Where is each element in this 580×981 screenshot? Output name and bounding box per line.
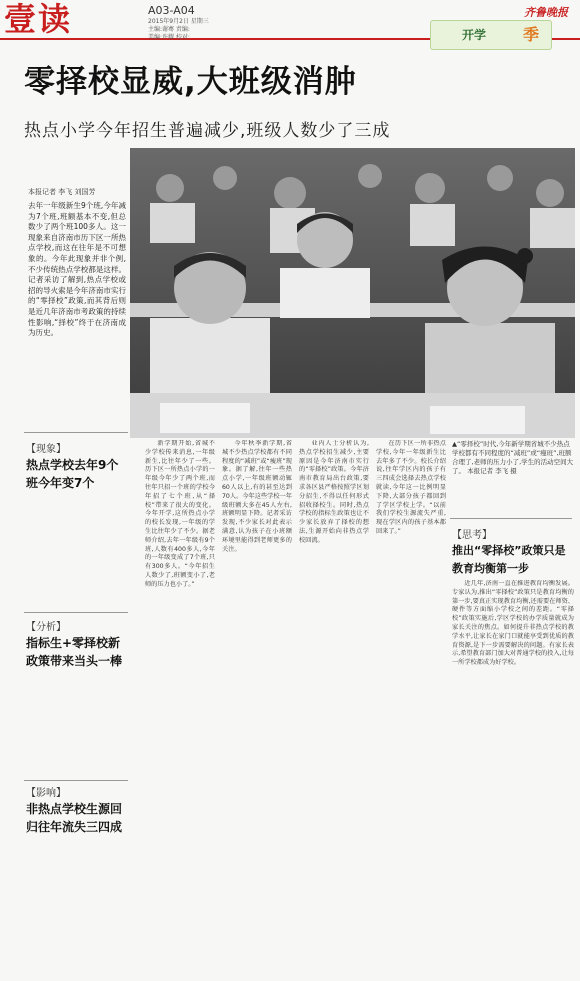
meta-line: 2015年9月2日 星期三	[148, 18, 209, 25]
body-paragraph: 业内人士分析认为,热点学校招生减少,主要原因是今年济南市实行的“零择校”政策。今年济南市教育局出台政策,要求各区县严格按照学区划分招生,不得以任何形式招收择校生。同时,热点学校的指标生政策也让不少家长放弃了择校的想法,生源开始向非热点学校回流。	[299, 440, 369, 544]
section-heading: 非热点学校生源回归往年流失三四成	[26, 802, 123, 834]
body-paragraph: 新学期开始,省城不少学校传来消息,一年级新生,比往年少了一些。历下区一所热点小学的一年级今年少了两个班,而往年只招一个班的学校今年招了七个班,从“择校”带来了很大的变化。今年开学,这所热点小学的校长发现,一年级的学生比往年少了不少。据老师介绍,去年一年级有9个班,人数有400多人,今年的一年级变成了7个班,只有300多人。“今年招生人数少了,班额变小了,老师的压力也小了。”	[145, 440, 215, 588]
body-column	[376, 440, 446, 960]
body-paragraph: 在历下区一所非热点学校,今年一年级新生比去年多了不少。校长介绍说,往年学区内的孩子有三四成会选择去热点学校就读,今年这一比例明显下降,大部分孩子都回到了学区学校上学。“以前我们学校生源流失严重,现在学区内的孩子基本都回来了。”	[376, 440, 446, 535]
body-column	[299, 440, 369, 960]
lead-paragraph: 去年一年级新生9个班,今年减为7个班,班额基本不变,但总数少了两个班100多人。这一现象来自济南市历下区一所热点学校,而这在往年是不可想象的。今年此现象并非个例,不少传统热点学校都是这样。记者采访了解到,热点学校或招的导火索是今年济南市实行的“零择校”政策,而其背后则是近几年济南市考政策的持续性影响,“择校”终于在济南成为历史。	[28, 201, 126, 338]
meta-line: 主编:谢骞 责编:	[148, 26, 190, 33]
divider	[450, 518, 572, 519]
body-paragraph: 今年秋季新学期,省城不少热点学校都有不同程度的“减班”或“瘦班”现象。据了解,往年一些热点小学,一年级班额动辄60人以上,有的甚至达到70人。今年这些学校一年级班额大多在45人左右,班额明显下降。记者采访发现,不少家长对此表示满意,认为孩子在小班额环境里能得到老师更多的关注。	[222, 440, 292, 553]
classroom-photo	[130, 148, 575, 438]
section-heading: 推出“零择校”政策只是教育均衡第一步	[452, 544, 566, 575]
byline: 本报记者 李飞 刘国芳	[28, 188, 96, 196]
season-char: 季	[523, 25, 540, 44]
body-column	[222, 440, 292, 960]
section-heading: 热点学校去年9个班今年变7个	[26, 458, 119, 490]
section-tag: 【影响】	[26, 788, 66, 799]
body-column	[145, 440, 215, 960]
divider	[24, 612, 128, 613]
subhead: 热点小学今年招生普遍减少,班级人数少了三成	[24, 121, 391, 141]
section-title: 壹读	[4, 0, 73, 38]
paper-logo: 齐鲁晚报	[524, 6, 568, 19]
divider	[24, 432, 128, 433]
body-paragraph: 近几年,济南一直在推进教育均衡发展。专家认为,推出“零择校”政策只是教育均衡的第一步,要真正实现教育均衡,还需要在师资、硬件等方面缩小学校之间的差距。“零择校”政策实施后,学区学校的办学质量就成为家长关注的焦点。如何提升非热点学校的教学水平,让家长在家门口就能享受到优质的教育资源,是下一步需要解决的问题。有家长表示,希望教育部门加大对普通学校的投入,让每一所学校都成为好学校。	[452, 580, 574, 667]
section-tag: 【思考】	[452, 530, 492, 541]
divider	[24, 780, 128, 781]
page-range: A03-A04	[148, 4, 195, 17]
section-tag: 【分析】	[26, 622, 66, 633]
photo-caption: ▲“零择校”时代,今年新学期省城不少热点学校都有不同程度的“减班”或“瘦班”,班额合理了,老师的压力小了,学生的活动空间大了。 本报记者 李飞 摄	[452, 440, 574, 475]
headline: 零择校显威,大班级消肿	[24, 64, 357, 100]
body-column	[452, 580, 574, 970]
season-label: 开学	[462, 28, 487, 42]
meta-line: 美编:许耀 校对:	[148, 34, 190, 41]
section-tag: 【现象】	[26, 444, 66, 455]
section-heading: 指标生+零择校新政策带来当头一棒	[26, 636, 123, 668]
